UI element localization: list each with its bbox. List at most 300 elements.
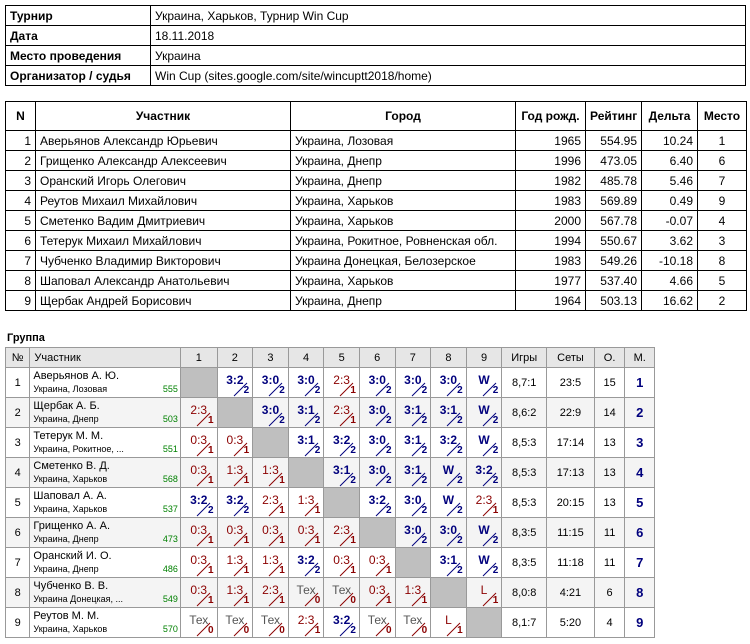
- header-col-participant: Участник: [36, 102, 291, 131]
- row-number: 4: [6, 458, 30, 488]
- match-result-cell: [466, 578, 502, 608]
- match-result: [396, 428, 431, 457]
- match-result-cell: [359, 548, 395, 578]
- col-place: 6: [698, 151, 747, 171]
- col-city: Украина, Рокитное, Ровненская обл.: [291, 231, 516, 251]
- match-points: 2: [492, 415, 499, 426]
- match-result: [253, 398, 288, 427]
- match-result: [181, 488, 217, 517]
- col-participant: Грищенко Александр Алексеевич: [36, 151, 291, 171]
- match-score: 3:1: [439, 553, 458, 567]
- match-score: W: [478, 553, 490, 567]
- match-points: 2: [492, 445, 499, 456]
- match-result-cell: [324, 428, 360, 458]
- info-value: 18.11.2018: [151, 26, 746, 46]
- col-rating: 554.95: [586, 131, 642, 151]
- group-row: [6, 608, 655, 638]
- match-result-cell: [253, 578, 289, 608]
- group-row: [6, 518, 655, 548]
- info-value: Украина, Харьков, Турнир Win Cup: [151, 6, 746, 26]
- player-city-text: Украина, Днепр: [33, 534, 99, 544]
- info-row: [6, 26, 746, 46]
- header-col-place: Место: [698, 102, 747, 131]
- info-row: [6, 46, 746, 66]
- col-header-sets: Сеты: [547, 348, 595, 368]
- match-score: 1:3: [226, 583, 244, 597]
- col-birth-year: 1982: [516, 171, 586, 191]
- match-score: Тех: [332, 583, 352, 597]
- group-place: 2: [625, 398, 655, 428]
- match-score: Тех: [225, 613, 245, 627]
- match-score: 0:3: [226, 433, 244, 447]
- match-result-cell: [288, 518, 324, 548]
- match-result: [431, 518, 466, 547]
- match-result: [431, 488, 466, 517]
- match-result: [467, 368, 502, 397]
- match-points: 1: [457, 625, 463, 636]
- col-delta: 3.62: [642, 231, 698, 251]
- col-header-opponent: 9: [466, 348, 502, 368]
- match-result-cell: [253, 368, 289, 398]
- player-city-text: Украина, Рокитное, ...: [33, 444, 124, 454]
- match-result: [467, 488, 502, 517]
- col-header-games: Игры: [502, 348, 547, 368]
- match-score: 0:3: [190, 433, 208, 447]
- player-rating: 503: [162, 414, 178, 424]
- match-score: 3:0: [439, 373, 458, 387]
- col-n: 9: [6, 291, 36, 311]
- match-points: 2: [243, 385, 250, 396]
- col-birth-year: 1996: [516, 151, 586, 171]
- player-name: Аверьянов А. Ю.: [33, 370, 120, 382]
- match-score: 2:3: [297, 613, 315, 627]
- match-score: L: [445, 613, 452, 627]
- col-delta: -0.07: [642, 211, 698, 231]
- match-result: [218, 518, 253, 547]
- match-result: [467, 578, 502, 607]
- match-result: [324, 578, 359, 607]
- header-col-rating: Рейтинг: [586, 102, 642, 131]
- col-delta: -10.18: [642, 251, 698, 271]
- match-points: 2: [421, 445, 428, 456]
- match-result: [218, 548, 253, 577]
- match-points: 2: [457, 445, 463, 456]
- match-points: 2: [457, 565, 463, 576]
- header-col-delta: Дельта: [642, 102, 698, 131]
- participant-row: [6, 131, 747, 151]
- col-n: 4: [6, 191, 36, 211]
- col-header-opponent: 1: [180, 348, 217, 368]
- match-score: 3:2: [190, 493, 208, 507]
- group-sets: 11:18: [547, 548, 595, 578]
- col-header-opponent: 3: [253, 348, 289, 368]
- match-points: 0: [279, 625, 285, 636]
- match-score: 0:3: [262, 523, 279, 537]
- group-place: 7: [625, 548, 655, 578]
- match-points: 0: [350, 595, 356, 606]
- match-points: 2: [385, 505, 392, 516]
- match-result-cell: [288, 428, 324, 458]
- match-result-cell: [431, 518, 467, 548]
- col-rating: 537.40: [586, 271, 642, 291]
- group-points: 13: [594, 488, 625, 518]
- participant-row: [6, 191, 747, 211]
- col-header-place: М.: [625, 348, 655, 368]
- player-name: Щербак А. Б.: [33, 400, 100, 412]
- col-place: 5: [698, 271, 747, 291]
- row-number: 8: [6, 578, 30, 608]
- player-city-text: Украина, Днепр: [33, 414, 99, 424]
- group-sets: 17:13: [547, 458, 595, 488]
- col-header-opponent: 4: [288, 348, 324, 368]
- match-points: 0: [243, 625, 250, 636]
- match-result-cell: [324, 608, 360, 638]
- participant-row: [6, 291, 747, 311]
- match-points: 1: [243, 445, 250, 456]
- match-points: 2: [457, 505, 463, 516]
- match-result-cell: [288, 548, 324, 578]
- player-city-text: Украина, Харьков: [33, 474, 108, 484]
- participant-row: [6, 151, 747, 171]
- match-score: 3:2: [226, 493, 244, 507]
- match-result-cell: [395, 458, 431, 488]
- player-city: [30, 413, 180, 425]
- match-points: 1: [350, 385, 356, 396]
- match-result: [360, 548, 395, 577]
- match-points: 2: [385, 475, 392, 486]
- col-n: 1: [6, 131, 36, 151]
- group-sets: 17:14: [547, 428, 595, 458]
- match-points: 1: [385, 565, 392, 576]
- col-city: Украина, Лозовая: [291, 131, 516, 151]
- player-name: Чубченко В. В.: [33, 580, 109, 592]
- match-score: 0:3: [297, 523, 315, 537]
- match-result: [218, 458, 253, 487]
- match-score: 2:3: [333, 403, 350, 417]
- match-result-cell: [253, 548, 289, 578]
- match-points: 1: [243, 565, 250, 576]
- col-birth-year: 1983: [516, 191, 586, 211]
- match-points: 0: [385, 625, 392, 636]
- group-title: Группа: [7, 332, 45, 344]
- match-result-cell: [253, 608, 289, 638]
- col-rating: 485.78: [586, 171, 642, 191]
- match-score: 0:3: [368, 583, 386, 597]
- info-value: Win Cup (sites.google.com/site/wincuptt2018/home): [151, 66, 746, 86]
- player-city: [30, 593, 180, 605]
- match-result-cell: [431, 458, 467, 488]
- match-score: 2:3: [190, 403, 208, 417]
- self-match-cell: [288, 458, 324, 488]
- match-result-cell: [253, 398, 289, 428]
- match-score: 2:3: [333, 523, 350, 537]
- match-points: 2: [243, 505, 250, 516]
- match-result: [218, 488, 253, 517]
- match-result-cell: [359, 368, 395, 398]
- player-city-text: Украина, Харьков: [33, 624, 108, 634]
- match-score: 3:1: [297, 403, 315, 417]
- group-sets: 22:9: [547, 398, 595, 428]
- group-place: 9: [625, 608, 655, 638]
- match-result-cell: [217, 458, 253, 488]
- match-result-cell: [217, 428, 253, 458]
- group-row: [6, 398, 655, 428]
- player-rating: 537: [162, 504, 178, 514]
- match-result: [324, 608, 359, 637]
- col-n: 8: [6, 271, 36, 291]
- match-score: 2:3: [262, 493, 279, 507]
- group-points: 13: [594, 428, 625, 458]
- match-score: Тех: [367, 613, 387, 627]
- match-result-cell: [431, 368, 467, 398]
- match-points: 0: [314, 595, 321, 606]
- match-points: 2: [350, 475, 356, 486]
- match-points: 2: [421, 475, 428, 486]
- group-games: 8,6:2: [502, 398, 547, 428]
- group-games: 8,5:3: [502, 428, 547, 458]
- player-cell: [30, 608, 181, 638]
- match-result: [396, 518, 431, 547]
- player-city: [30, 503, 180, 515]
- info-label: Дата: [6, 26, 151, 46]
- match-result: [253, 608, 288, 637]
- match-points: 1: [279, 595, 285, 606]
- col-rating: 567.78: [586, 211, 642, 231]
- match-result: [396, 398, 431, 427]
- match-score: 3:2: [332, 433, 351, 447]
- match-score: 3:0: [368, 403, 386, 417]
- row-number: 2: [6, 398, 30, 428]
- row-number: 7: [6, 548, 30, 578]
- player-cell: [30, 428, 181, 458]
- col-place: 1: [698, 131, 747, 151]
- match-result: [289, 488, 324, 517]
- group-points: 15: [594, 368, 625, 398]
- match-score: W: [442, 493, 455, 507]
- group-games: 8,5:3: [502, 458, 547, 488]
- match-result-cell: [217, 368, 253, 398]
- match-result-cell: [431, 428, 467, 458]
- match-score: 3:2: [439, 433, 458, 447]
- col-header-opponent: 6: [359, 348, 395, 368]
- match-result-cell: [431, 548, 467, 578]
- match-result-cell: [180, 578, 217, 608]
- match-result: [218, 428, 253, 457]
- participant-row: [6, 271, 747, 291]
- match-points: 1: [243, 475, 250, 486]
- group-place: 8: [625, 578, 655, 608]
- match-points: 2: [492, 475, 499, 486]
- match-result: [253, 458, 288, 487]
- match-result-cell: [253, 518, 289, 548]
- group-sets: 23:5: [547, 368, 595, 398]
- match-points: 1: [350, 535, 356, 546]
- player-rating: 486: [162, 564, 178, 574]
- match-score: 3:1: [404, 433, 422, 447]
- match-result-cell: [359, 578, 395, 608]
- match-points: 2: [457, 535, 463, 546]
- info-row: [6, 6, 746, 26]
- player-name: Шаповал А. А.: [33, 490, 107, 502]
- match-result-cell: [217, 518, 253, 548]
- col-n: 3: [6, 171, 36, 191]
- col-rating: 569.89: [586, 191, 642, 211]
- match-score: 3:2: [226, 373, 244, 387]
- col-n: 6: [6, 231, 36, 251]
- match-result-cell: [466, 488, 502, 518]
- match-points: 2: [457, 415, 463, 426]
- group-games: 8,1:7: [502, 608, 547, 638]
- match-result: [289, 398, 324, 427]
- match-result: [324, 458, 359, 487]
- match-score: 1:3: [262, 553, 279, 567]
- match-score: 1:3: [404, 583, 422, 597]
- self-match-cell: [359, 518, 395, 548]
- match-score: W: [442, 463, 455, 477]
- player-cell: [30, 368, 181, 398]
- match-points: 1: [208, 415, 214, 426]
- col-rating: 503.13: [586, 291, 642, 311]
- col-n: 7: [6, 251, 36, 271]
- match-result: [181, 548, 217, 577]
- group-points: 4: [594, 608, 625, 638]
- participant-row: [6, 231, 747, 251]
- match-points: 1: [208, 595, 214, 606]
- match-score: 3:0: [297, 373, 315, 387]
- player-rating: 473: [162, 534, 178, 544]
- match-score: 3:0: [261, 403, 280, 417]
- match-result-cell: [324, 548, 360, 578]
- match-score: 3:2: [475, 463, 493, 477]
- match-score: 3:1: [297, 433, 315, 447]
- header-col-birth-year: Год рожд.: [516, 102, 586, 131]
- self-match-cell: [466, 608, 502, 638]
- match-score: 3:0: [439, 523, 458, 537]
- match-result: [253, 518, 288, 547]
- match-score: W: [478, 433, 490, 447]
- match-result-cell: [180, 428, 217, 458]
- match-points: 2: [314, 445, 321, 456]
- col-delta: 16.62: [642, 291, 698, 311]
- player-rating: 568: [162, 474, 178, 484]
- col-header-opponent: 7: [395, 348, 431, 368]
- match-points: 1: [492, 505, 499, 516]
- match-points: 1: [314, 535, 321, 546]
- match-points: 2: [314, 385, 321, 396]
- match-points: 2: [385, 445, 392, 456]
- self-match-cell: [217, 398, 253, 428]
- match-score: 3:2: [297, 553, 315, 567]
- player-name: Тетерук М. М.: [33, 430, 104, 442]
- group-place: 4: [625, 458, 655, 488]
- group-sets: 4:21: [547, 578, 595, 608]
- match-result: [324, 428, 359, 457]
- group-row: [6, 458, 655, 488]
- col-participant: Сметенко Вадим Дмитриевич: [36, 211, 291, 231]
- player-cell: [30, 548, 181, 578]
- match-result: [467, 458, 502, 487]
- player-name: Сметенко В. Д.: [33, 460, 110, 472]
- match-score: Тех: [189, 613, 209, 627]
- match-result-cell: [324, 398, 360, 428]
- group-points: 11: [594, 518, 625, 548]
- match-result: [181, 398, 217, 427]
- match-result: [218, 368, 253, 397]
- match-result-cell: [288, 368, 324, 398]
- player-city: [30, 473, 180, 485]
- match-score: W: [478, 523, 490, 537]
- player-rating: 555: [162, 384, 178, 394]
- info-value: Украина: [151, 46, 746, 66]
- row-number: 5: [6, 488, 30, 518]
- col-participant: Чубченко Владимир Викторович: [36, 251, 291, 271]
- match-result: [253, 368, 288, 397]
- match-result-cell: [217, 578, 253, 608]
- col-header-player: Участник: [30, 348, 181, 368]
- group-row: [6, 428, 655, 458]
- match-points: 2: [314, 565, 321, 576]
- participants-table: [5, 101, 747, 311]
- col-participant: Шаповал Александр Анатольевич: [36, 271, 291, 291]
- match-points: 1: [208, 565, 214, 576]
- player-city-text: Украина, Днепр: [33, 564, 99, 574]
- match-result: [431, 548, 466, 577]
- participant-row: [6, 171, 747, 191]
- match-result: [360, 488, 395, 517]
- match-result: [360, 458, 395, 487]
- match-points: 1: [314, 505, 321, 516]
- group-place: 5: [625, 488, 655, 518]
- match-result: [253, 488, 288, 517]
- col-participant: Реутов Михаил Михайлович: [36, 191, 291, 211]
- match-score: 3:0: [368, 373, 386, 387]
- match-result: [324, 518, 359, 547]
- self-match-cell: [395, 548, 431, 578]
- match-result: [431, 458, 466, 487]
- match-result: [467, 398, 502, 427]
- match-score: 3:0: [404, 493, 422, 507]
- match-result: [360, 428, 395, 457]
- player-rating: 549: [162, 594, 178, 604]
- col-participant: Щербак Андрей Борисович: [36, 291, 291, 311]
- match-points: 2: [385, 385, 392, 396]
- match-points: 1: [421, 595, 428, 606]
- match-result-cell: [217, 608, 253, 638]
- match-result-cell: [180, 458, 217, 488]
- match-points: 2: [208, 505, 214, 516]
- match-result: [396, 608, 431, 637]
- match-points: 0: [208, 625, 214, 636]
- match-result-cell: [395, 578, 431, 608]
- player-city: [30, 533, 180, 545]
- match-result-cell: [359, 608, 395, 638]
- row-number: 1: [6, 368, 30, 398]
- match-points: 1: [243, 535, 250, 546]
- match-score: 1:3: [297, 493, 315, 507]
- match-result-cell: [359, 458, 395, 488]
- col-birth-year: 1977: [516, 271, 586, 291]
- self-match-cell: [324, 488, 360, 518]
- match-result-cell: [288, 578, 324, 608]
- match-result: [431, 368, 466, 397]
- match-result-cell: [466, 368, 502, 398]
- col-city: Украина, Днепр: [291, 291, 516, 311]
- match-score: L: [480, 583, 488, 597]
- match-score: Тех: [296, 583, 316, 597]
- match-result: [181, 608, 217, 637]
- match-points: 2: [279, 385, 285, 396]
- group-games: 8,3:5: [502, 548, 547, 578]
